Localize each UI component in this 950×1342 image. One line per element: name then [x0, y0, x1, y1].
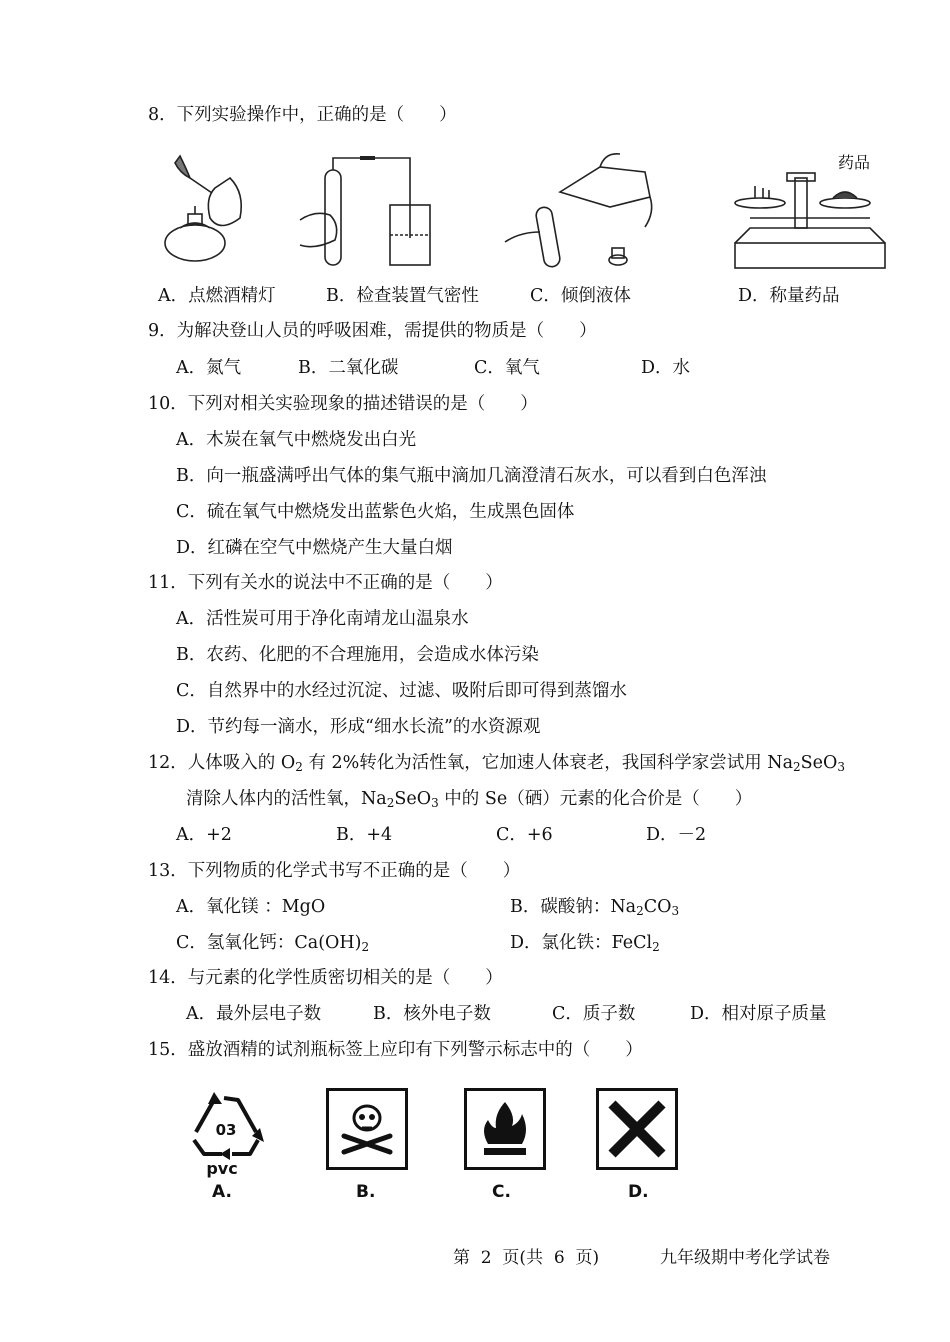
medicine-label: 药品	[838, 153, 871, 172]
svg-text:pvc: pvc	[206, 1159, 238, 1178]
q13-stem: 13．下列物质的化学式书写不正确的是（ ）	[148, 861, 521, 881]
q8-option-c: C．倾倒液体	[530, 286, 631, 306]
q10-option-b: B．向一瓶盛满呼出气体的集气瓶中滴加几滴澄清石灰水，可以看到白色浑浊	[176, 466, 767, 486]
q12-option-a: A．+2	[176, 825, 232, 845]
q14-option-d: D．相对原子质量	[690, 1004, 827, 1024]
q14-option-b: B．核外电子数	[373, 1004, 491, 1024]
q11-option-a: A．活性炭可用于净化南靖龙山温泉水	[176, 609, 469, 629]
sign-label-c: C.	[492, 1182, 511, 1202]
sign-label-d: D.	[628, 1182, 649, 1202]
sign-label-b: B.	[356, 1182, 376, 1202]
q12-line2: 清除人体内的活性氧，$Na_2SeO_3$ 中的 Se（硒）元素的化合价是（ ）	[186, 789, 753, 810]
q8-option-b: B．检查装置气密性	[326, 286, 479, 306]
alcohol-lamp-figure	[150, 148, 260, 268]
recycle-pvc-icon	[184, 1088, 268, 1178]
q11-stem: 11．下列有关水的说法中不正确的是（ ）	[148, 573, 503, 593]
q10-option-d: D．红磷在空气中燃烧产生大量白烟	[176, 538, 453, 558]
q13-option-c: C．氢氧化钙：$Ca(OH)_2$	[176, 933, 370, 954]
q12-option-d: D．－2	[646, 825, 707, 845]
q9-option-d: D．水	[641, 358, 691, 378]
svg-text:03: 03	[215, 1121, 237, 1139]
q10-stem: 10．下列对相关实验现象的描述错误的是（ ）	[148, 394, 538, 414]
sign-label-a: A.	[212, 1182, 232, 1202]
q13-option-b: B．碳酸钠：$Na_2CO_3$	[510, 897, 680, 918]
exam-title: 九年级期中考化学试卷	[660, 1248, 830, 1268]
q15-stem: 15．盛放酒精的试剂瓶标签上应印有下列警示标志中的（ ）	[148, 1040, 643, 1060]
q8-option-a: A．点燃酒精灯	[158, 286, 276, 306]
q12-option-c: C．+6	[496, 825, 553, 845]
q8-option-d: D．称量药品	[738, 286, 840, 306]
q9-option-b: B．二氧化碳	[298, 358, 399, 378]
q12-line1: 12．人体吸入的 $O_2$ 有 2%转化为活性氧，它加速人体衰老，我国科学家尝试用 $Na_2SeO_3$	[148, 753, 846, 774]
q8-stem: 8．下列实验操作中，正确的是（ ）	[148, 105, 457, 125]
q11-option-d: D．节约每一滴水，形成“细水长流”的水资源观	[176, 717, 541, 737]
harmful-x-icon	[596, 1088, 678, 1170]
q9-option-c: C．氧气	[474, 358, 540, 378]
q9-option-a: A．氮气	[176, 358, 242, 378]
q12-option-b: B．+4	[336, 825, 393, 845]
q10-option-c: C．硫在氧气中燃烧发出蓝紫色火焰，生成黑色固体	[176, 502, 575, 522]
q10-option-a: A．木炭在氧气中燃烧发出白光	[176, 430, 417, 450]
q13-option-a: A．氧化镁 ：MgO	[176, 897, 326, 917]
q14-option-a: A．最外层电子数	[186, 1004, 322, 1024]
page-number: 第 2 页(共 6 页)	[453, 1248, 600, 1268]
q11-option-c: C．自然界中的水经过沉淀、过滤、吸附后即可得到蒸馏水	[176, 681, 627, 701]
q11-option-b: B．农药、化肥的不合理施用，会造成水体污染	[176, 645, 539, 665]
q14-option-c: C．质子数	[552, 1004, 636, 1024]
q14-stem: 14．与元素的化学性质密切相关的是（ ）	[148, 968, 503, 988]
toxic-skull-icon	[326, 1088, 408, 1170]
flammable-icon	[464, 1088, 546, 1170]
q13-option-d: D．氯化铁：FeCl$_2$	[510, 933, 660, 954]
pouring-liquid-figure	[500, 142, 660, 272]
air-tightness-figure	[295, 150, 435, 270]
q9-stem: 9．为解决登山人员的呼吸困难，需提供的物质是（ ）	[148, 321, 597, 341]
